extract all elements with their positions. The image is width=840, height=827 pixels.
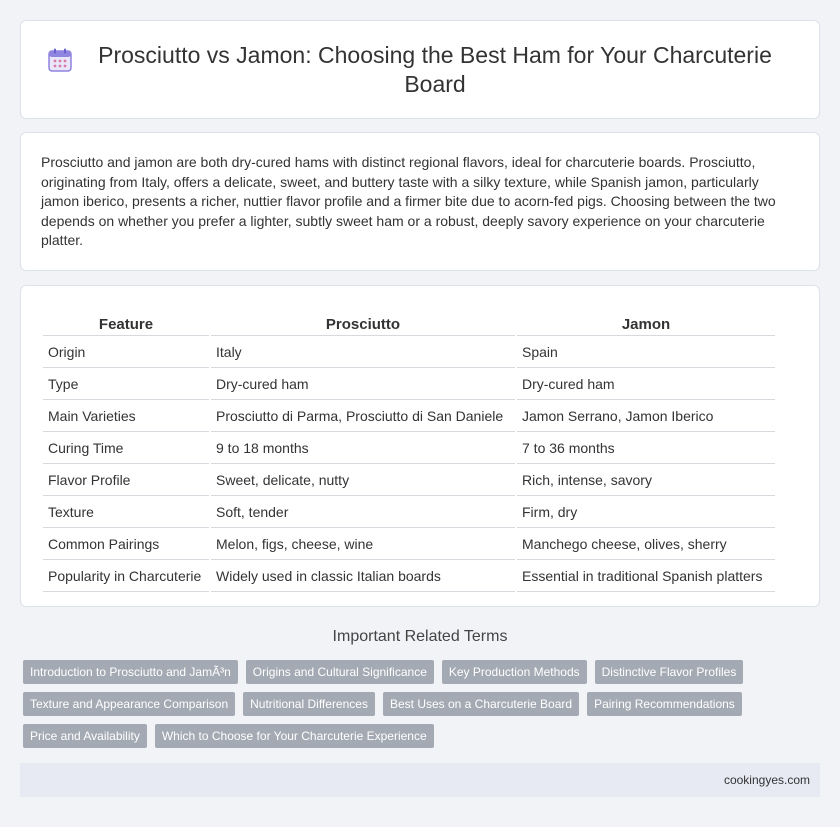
column-header-prosciutto: Prosciutto — [211, 312, 515, 336]
intro-text: Prosciutto and jamon are both dry-cured hams with distinct regional flavors, ideal for charcuterie boards. Prosciutto, originating from Italy, offers a delicate, sweet, and buttery taste with a silky texture, while Spanish jamon, particularly jamon iberico, presents a richer, nuttier flavor profile and a firmer bite due to acorn-fed pigs. Choosing between the two depends on whether you prefer a lighter, subtly sweet ham or a robust, deeply savory experience on your charcuterie platter. — [41, 154, 776, 248]
table-cell: 7 to 36 months — [517, 434, 775, 464]
related-term-tag[interactable]: Introduction to Prosciutto and JamÃ³n — [23, 660, 238, 684]
table-cell: Italy — [211, 338, 515, 368]
related-term-tag[interactable]: Pairing Recommendations — [587, 692, 742, 716]
table-cell: Popularity in Charcuterie — [43, 562, 209, 592]
footer — [20, 763, 820, 797]
table-cell: Common Pairings — [43, 530, 209, 560]
table-cell: Manchego cheese, olives, sherry — [517, 530, 775, 560]
related-term-tag[interactable]: Which to Choose for Your Charcuterie Experience — [155, 724, 434, 748]
table-cell: Spain — [517, 338, 775, 368]
table-row — [43, 530, 775, 560]
table-cell: Texture — [43, 498, 209, 528]
related-term-tag[interactable]: Texture and Appearance Comparison — [23, 692, 235, 716]
page-title: Prosciutto vs Jamon: Choosing the Best Ham for Your Charcuterie Board — [98, 41, 772, 97]
table-cell: Soft, tender — [211, 498, 515, 528]
table-cell: Dry-cured ham — [517, 370, 775, 400]
table-cell: 9 to 18 months — [211, 434, 515, 464]
table-row — [43, 434, 775, 464]
table-cell: Prosciutto di Parma, Prosciutto di San Daniele — [211, 402, 515, 432]
table-cell: Origin — [43, 338, 209, 368]
table-cell: Main Varieties — [43, 402, 209, 432]
table-row — [43, 466, 775, 496]
column-header-jamon: Jamon — [517, 312, 775, 336]
table-cell: Widely used in classic Italian boards — [211, 562, 515, 592]
table-cell: Sweet, delicate, nutty — [211, 466, 515, 496]
related-term-tag[interactable]: Distinctive Flavor Profiles — [595, 660, 744, 684]
table-cell: Dry-cured ham — [211, 370, 515, 400]
table-row — [43, 338, 775, 368]
related-term-tag[interactable]: Best Uses on a Charcuterie Board — [383, 692, 579, 716]
table-row — [43, 498, 775, 528]
related-term-tag[interactable]: Key Production Methods — [442, 660, 587, 684]
intro-card — [20, 132, 820, 271]
table-cell: Curing Time — [43, 434, 209, 464]
table-cell: Jamon Serrano, Jamon Iberico — [517, 402, 775, 432]
table-row — [43, 370, 775, 400]
related-term-tag[interactable]: Price and Availability — [23, 724, 147, 748]
column-header-feature: Feature — [43, 312, 209, 336]
table-cell: Melon, figs, cheese, wine — [211, 530, 515, 560]
table-cell: Firm, dry — [517, 498, 775, 528]
table-row — [43, 402, 775, 432]
related-term-tag[interactable]: Nutritional Differences — [243, 692, 375, 716]
table-header-row — [43, 312, 775, 336]
related-term-tag[interactable]: Origins and Cultural Significance — [246, 660, 434, 684]
comparison-table-card — [20, 285, 820, 607]
header-card — [20, 20, 820, 119]
table-cell: Flavor Profile — [43, 466, 209, 496]
footer-site-link[interactable]: cookingyes.com — [723, 773, 810, 787]
related-terms-title: Important Related Terms — [332, 628, 508, 645]
comparison-table — [41, 310, 777, 594]
table-cell: Type — [43, 370, 209, 400]
related-terms-list — [23, 660, 823, 748]
table-row — [43, 562, 775, 592]
table-cell: Rich, intense, savory — [517, 466, 775, 496]
table-cell: Essential in traditional Spanish platters — [517, 562, 775, 592]
